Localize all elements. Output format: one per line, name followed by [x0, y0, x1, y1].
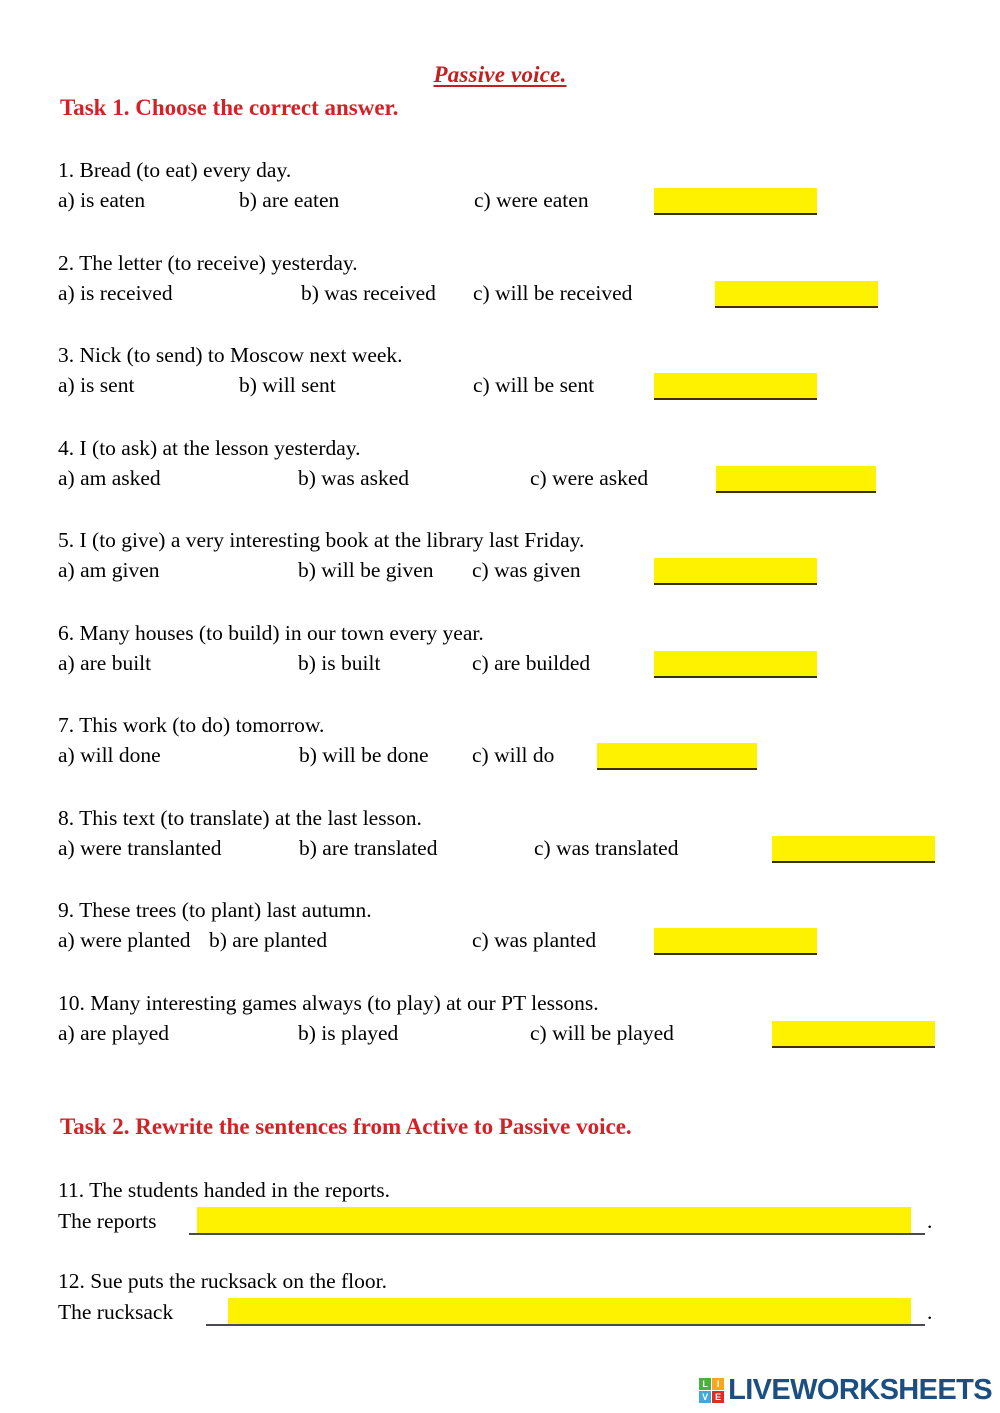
question-prompt: 6. Many houses (to build) in our town every year. [58, 621, 484, 645]
question-options-row [58, 925, 958, 956]
option-choice[interactable]: b) will be done [299, 743, 429, 767]
answer-input[interactable] [716, 466, 876, 493]
page-title: Passive voice. [433, 62, 567, 87]
question-prompt: 10. Many interesting games always (to play) at our PT lessons. [58, 991, 599, 1015]
rewrite-prompt: 11. The students handed in the reports. [58, 1178, 390, 1202]
option-choice[interactable]: b) is played [298, 1021, 399, 1045]
question-block [58, 988, 958, 1049]
question-options-row [58, 463, 958, 494]
option-choice[interactable]: b) are translated [299, 836, 438, 860]
answer-input[interactable] [654, 558, 817, 585]
answer-input[interactable] [715, 281, 878, 308]
liveworksheets-logo-tiles [699, 1378, 724, 1403]
rewrite-sentence-lead: The rucksack [58, 1300, 174, 1324]
option-choice[interactable]: a) is sent [58, 373, 135, 397]
answer-input[interactable] [772, 836, 935, 863]
task-2-heading: Task 2. Rewrite the sentences from Active to Passive voice. [60, 1114, 632, 1139]
question-options-row [58, 833, 958, 864]
question-prompt: 7. This work (to do) tomorrow. [58, 713, 325, 737]
question-block [58, 433, 958, 494]
rewrite-prompt: 12. Sue puts the rucksack on the floor. [58, 1269, 388, 1293]
option-choice[interactable]: a) are built [58, 651, 152, 675]
option-choice[interactable]: c) was planted [472, 928, 597, 952]
rewrite-block [58, 1266, 958, 1328]
option-choice[interactable]: a) is eaten [58, 188, 146, 212]
answer-input[interactable] [654, 928, 817, 955]
option-choice[interactable]: c) were asked [530, 466, 649, 490]
question-prompt: 5. I (to give) a very interesting book at the library last Friday. [58, 528, 585, 552]
option-choice[interactable]: c) will be received [473, 281, 633, 305]
option-choice[interactable]: a) am given [58, 558, 160, 582]
rewrite-answer-rule [206, 1324, 925, 1326]
answer-input[interactable] [772, 1021, 935, 1048]
rewrite-answer-rule [189, 1233, 925, 1235]
option-choice[interactable]: a) is received [58, 281, 173, 305]
question-options-row [58, 740, 958, 771]
question-prompt: 8. This text (to translate) at the last lesson. [58, 806, 422, 830]
question-options-row [58, 278, 958, 309]
question-options-row [58, 648, 958, 679]
option-choice[interactable]: b) will sent [239, 373, 336, 397]
rewrite-answer-row [58, 1296, 958, 1328]
option-choice[interactable]: c) were eaten [474, 188, 589, 212]
option-choice[interactable]: b) will be given [298, 558, 434, 582]
option-choice[interactable]: a) were planted [58, 928, 191, 952]
question-prompt: 2. The letter (to receive) yesterday. [58, 251, 358, 275]
answer-input[interactable] [654, 651, 817, 678]
option-choice[interactable]: a) are played [58, 1021, 170, 1045]
liveworksheets-logo [699, 1376, 992, 1405]
rewrite-sentence-lead: The reports [58, 1209, 157, 1233]
question-block [58, 895, 958, 956]
option-choice[interactable]: a) am asked [58, 466, 161, 490]
rewrite-answer-input[interactable] [228, 1298, 911, 1324]
rewrite-block [58, 1175, 958, 1237]
question-prompt: 1. Bread (to eat) every day. [58, 158, 292, 182]
task-1-heading: Task 1. Choose the correct answer. [60, 95, 399, 120]
question-options-row [58, 555, 958, 586]
answer-input[interactable] [597, 743, 757, 770]
answer-input[interactable] [654, 188, 817, 215]
question-block [58, 618, 958, 679]
option-choice[interactable]: c) was translated [534, 836, 679, 860]
logo-tile-l: L [699, 1378, 711, 1390]
option-choice[interactable]: b) are planted [209, 928, 328, 952]
question-prompt: 4. I (to ask) at the lesson yesterday. [58, 436, 361, 460]
logo-tile-i: I [712, 1378, 724, 1390]
option-choice[interactable]: b) was received [301, 281, 436, 305]
question-options-row [58, 185, 958, 216]
question-block [58, 710, 958, 771]
option-choice[interactable]: b) is built [298, 651, 381, 675]
question-prompt: 9. These trees (to plant) last autumn. [58, 898, 372, 922]
logo-tile-v: V [699, 1391, 711, 1403]
option-choice[interactable]: c) are builded [472, 651, 591, 675]
option-choice[interactable]: b) are eaten [239, 188, 340, 212]
rewrite-period: . [927, 1209, 933, 1233]
question-options-row [58, 370, 958, 401]
option-choice[interactable]: a) will done [58, 743, 161, 767]
rewrite-answer-row [58, 1205, 958, 1237]
question-prompt: 3. Nick (to send) to Moscow next week. [58, 343, 403, 367]
answer-input[interactable] [654, 373, 817, 400]
question-block [58, 340, 958, 401]
option-choice[interactable]: b) was asked [298, 466, 410, 490]
liveworksheets-wordmark: LIVEWORKSHEETS [728, 1374, 992, 1406]
rewrite-answer-input[interactable] [197, 1207, 911, 1233]
question-block [58, 248, 958, 309]
question-options-row [58, 1018, 958, 1049]
question-block [58, 525, 958, 586]
logo-tile-e: E [712, 1391, 724, 1403]
option-choice[interactable]: c) will do [472, 743, 555, 767]
option-choice[interactable]: c) will be played [530, 1021, 674, 1045]
rewrite-period: . [927, 1300, 933, 1324]
question-block [58, 803, 958, 864]
option-choice[interactable]: c) was given [472, 558, 581, 582]
option-choice[interactable]: a) were translanted [58, 836, 222, 860]
question-block [58, 155, 958, 216]
option-choice[interactable]: c) will be sent [473, 373, 595, 397]
